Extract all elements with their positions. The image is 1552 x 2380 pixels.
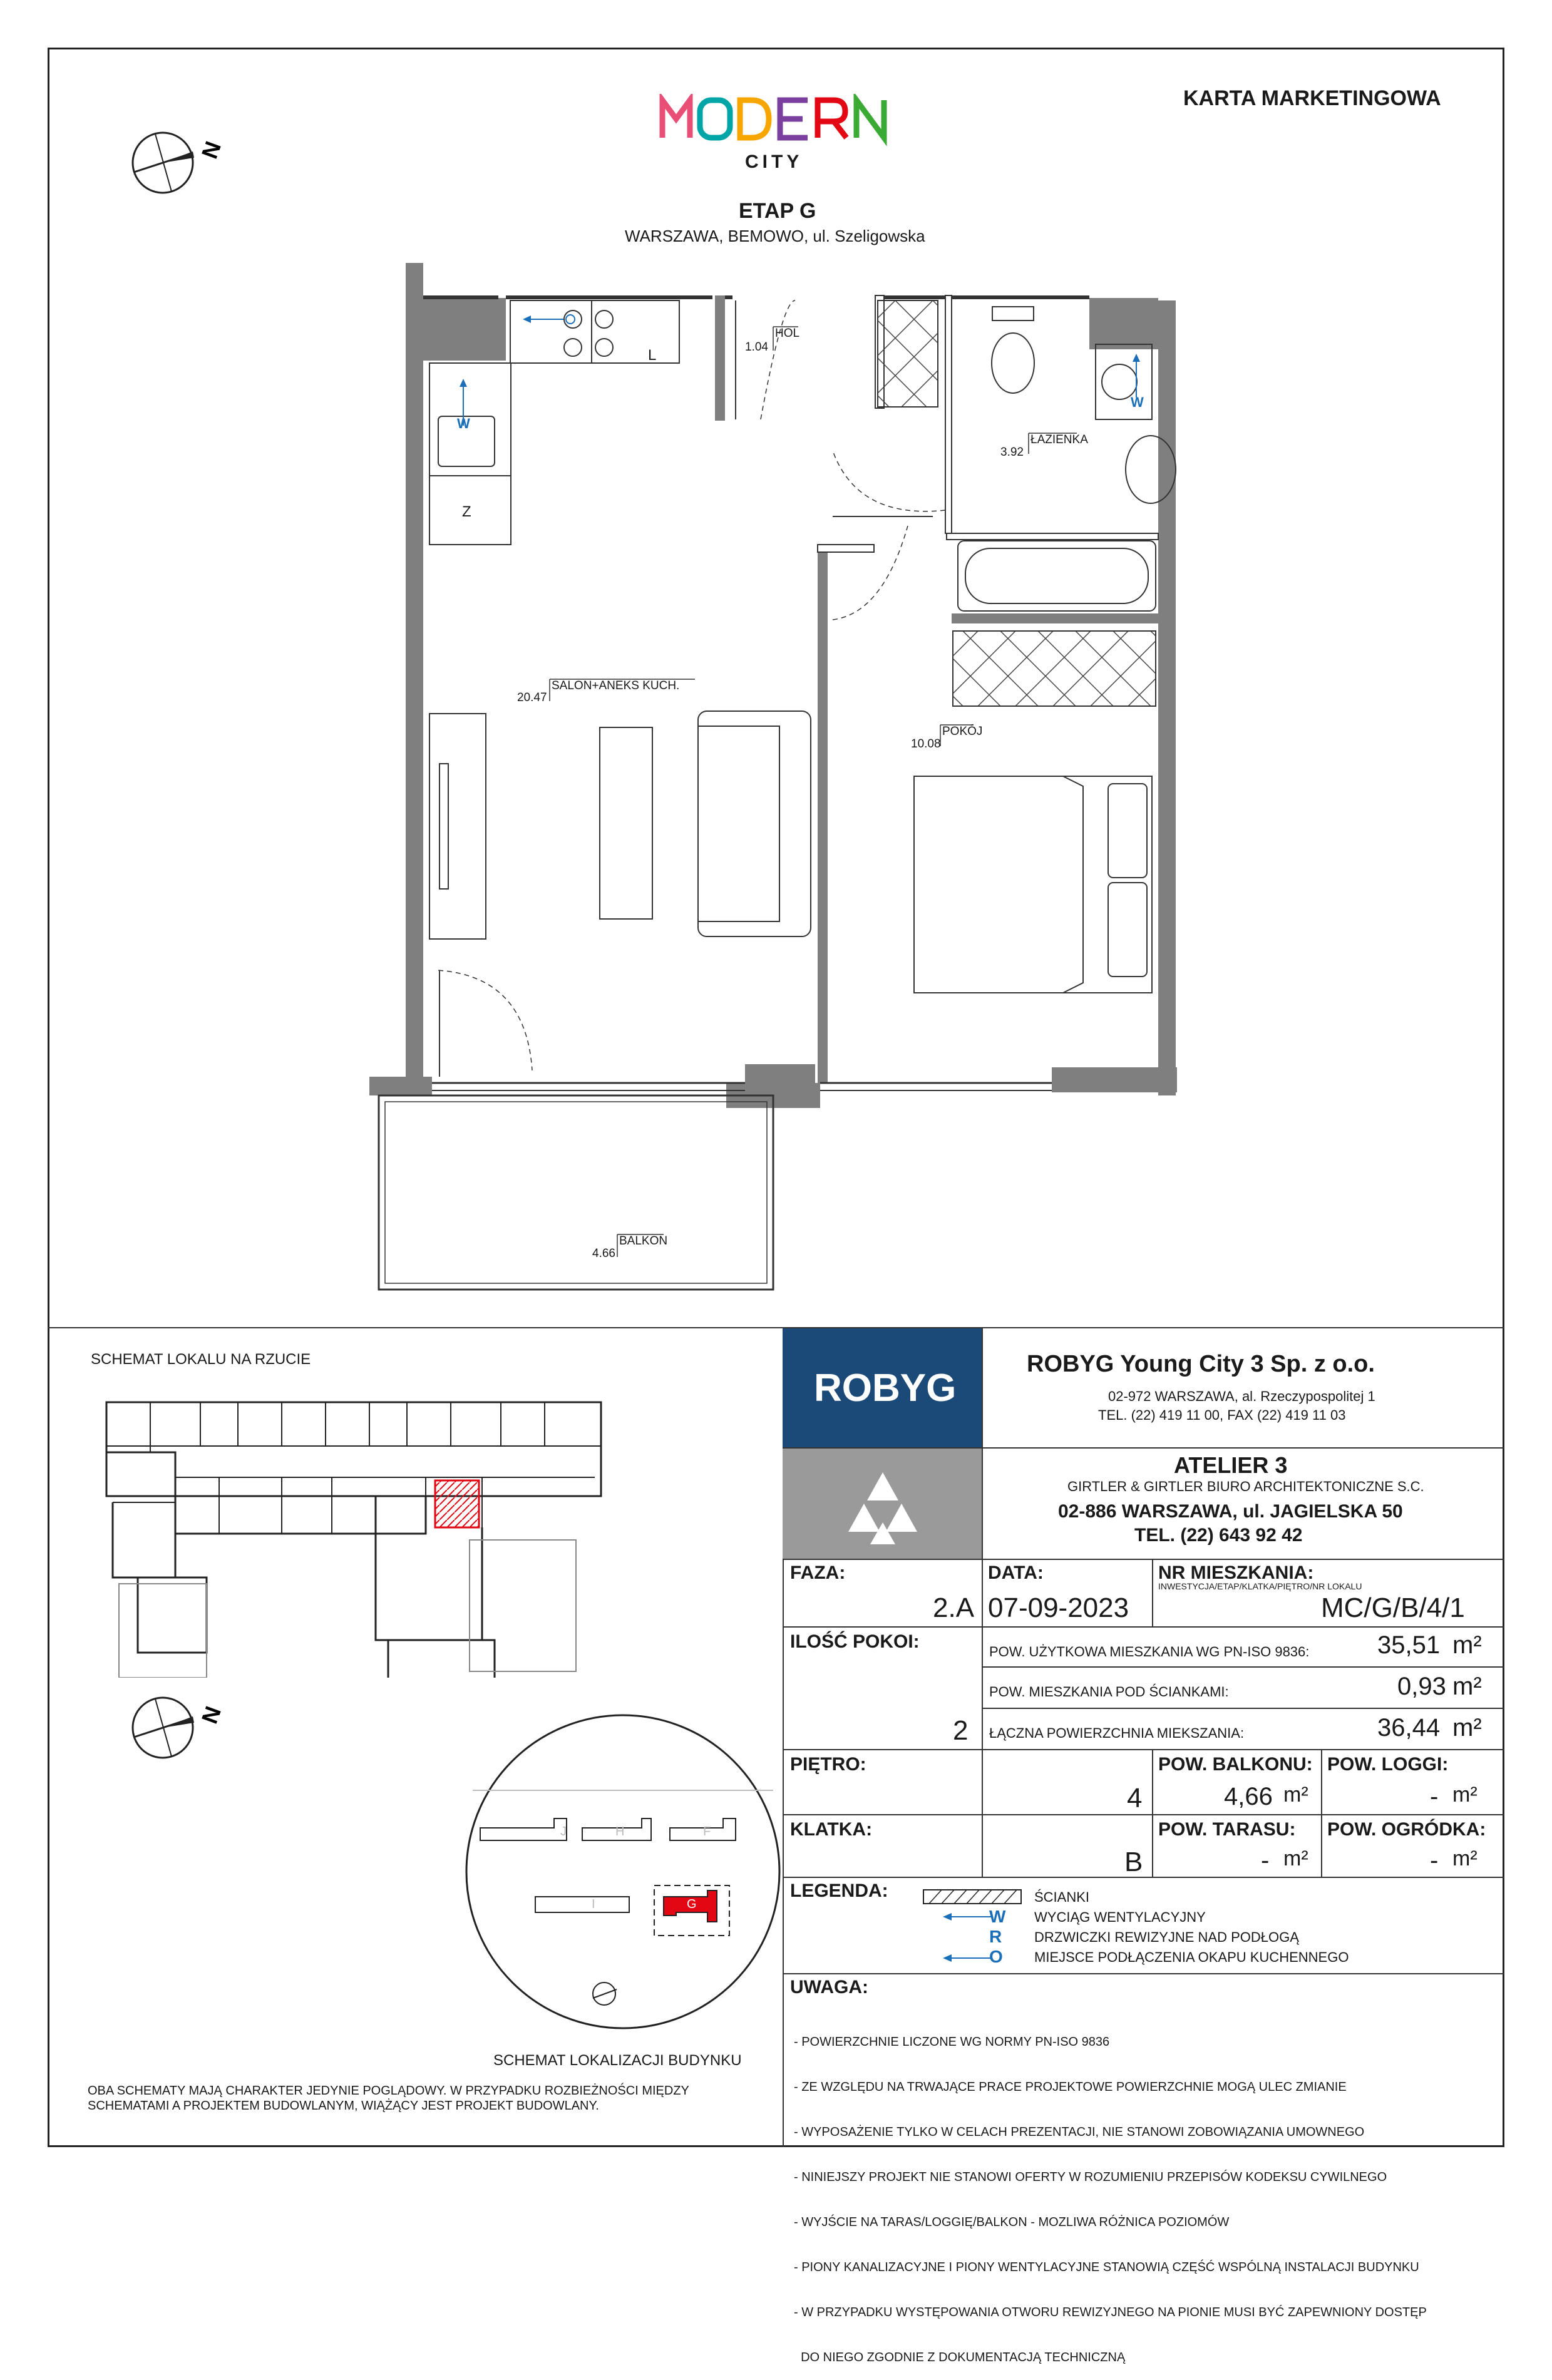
note-item: - PIONY KANALIZACYJNE I PIONY WENTYLACYJNE STANOWIĄ CZĘŚĆ WSPÓLNĄ INSTALACJI BUDYNKU — [794, 2260, 1419, 2274]
loggia-label: POW. LOGGI: — [1327, 1754, 1449, 1775]
apt-no-value: MC/G/B/4/1 — [1321, 1593, 1465, 1623]
note-item: - POWIERZCHNIE LICZONE WG NORMY PN-ISO 9836 — [794, 2035, 1110, 2049]
room-name-balkon: BALKON — [619, 1234, 668, 1248]
legend-walls-text: ŚCIANKI — [1034, 1889, 1090, 1905]
address: WARSZAWA, BEMOWO, ul. Szeligowska — [625, 227, 925, 245]
legend-o-symbol: O — [989, 1947, 1003, 1966]
legend-w-text: WYCIĄG WENTYLACYJNY — [1034, 1909, 1206, 1925]
garden-value: - — [1430, 1847, 1439, 1874]
svg-text:N: N — [196, 1703, 227, 1727]
staircase-value: B — [1124, 1847, 1143, 1877]
architect-address: 02-886 WARSZAWA, ul. JAGIELSKA 50 — [1058, 1501, 1403, 1522]
room-area-hol: 1.04 — [745, 341, 768, 354]
z-mark: Z — [462, 503, 471, 520]
robyg-brand: ROBYG — [814, 1367, 957, 1410]
terrace-label: POW. TARASU: — [1158, 1819, 1296, 1840]
area-total-unit: m² — [1452, 1714, 1482, 1741]
area-walls-value: 0,93 — [1397, 1673, 1446, 1700]
building-schema-title: SCHEMAT LOKALIZACJI BUDYNKU — [493, 2052, 742, 2069]
phase-label: FAZA: — [790, 1562, 846, 1583]
architect-sub: GIRTLER & GIRTLER BIURO ARCHITEKTONICZNE S.C. — [1067, 1479, 1424, 1494]
note-item: - NINIEJSZY PROJEKT NIE STANOWI OFERTY W ROZUMIENIU PRZEPISÓW KODEKSU CYWILNEGO — [794, 2170, 1387, 2184]
svg-text:J: J — [560, 1825, 567, 1839]
fridge-mark: L — [648, 347, 657, 364]
svg-text:H: H — [615, 1825, 625, 1839]
notes-title: UWAGA: — [790, 1977, 868, 1998]
logo-city: CITY — [745, 151, 803, 172]
room-area-salon: 20.47 — [517, 691, 547, 704]
phase-value: 2.A — [933, 1593, 975, 1623]
robyg-logo — [783, 1328, 982, 1447]
note-item: DO NIEGO ZGODNIE Z DOKUMENTACJĄ TECHNICZNĄ — [794, 2351, 1126, 2364]
company-name: ROBYG Young City 3 Sp. z o.o. — [1027, 1351, 1375, 1377]
terrace-value: - — [1261, 1847, 1270, 1874]
staircase-label: KLATKA: — [790, 1819, 873, 1840]
loggia-value: - — [1430, 1783, 1439, 1810]
legend-o-text: MIEJSCE PODŁĄCZENIA OKAPU KUCHENNEGO — [1034, 1949, 1349, 1965]
room-area-balkon: 4.66 — [592, 1247, 615, 1260]
area-usable-unit: m² — [1452, 1631, 1482, 1659]
north-arrow-icon — [119, 125, 244, 200]
note-item: - WYJŚCIE NA TARAS/LOGGIĘ/BALKON - MOZLIWA RÓŻNICA POZIOMÓW — [794, 2215, 1230, 2229]
separator — [48, 1327, 1504, 1328]
marketing-title: KARTA MARKETINGOWA — [1183, 86, 1441, 110]
area-usable-label: POW. UŻYTKOWA MIESZKANIA WG PN-ISO 9836: — [989, 1644, 1310, 1659]
atelier-logo — [783, 1447, 982, 1559]
balcony-unit: m² — [1283, 1783, 1308, 1807]
walls-hatch-icon — [923, 1889, 1022, 1904]
room-area-lazienka: 3.92 — [1000, 446, 1024, 459]
stage-title: ETAP G — [739, 199, 816, 223]
bath-w-mark: W — [1131, 394, 1144, 410]
schema-disclaimer: OBA SCHEMATY MAJĄ CHARAKTER JEDYNIE POGLĄDOWY. W PRZYPADKU ROZBIEŻNOŚCI MIĘDZY SCHEMATAMI A PROJEKTEM BUDOWLANYM, WIĄŻĄCY JEST PROJEKT BUDOWLANY. — [88, 2084, 689, 2113]
room-name-lazienka: ŁAZIENKA — [1030, 433, 1088, 446]
svg-text:I: I — [592, 1897, 595, 1911]
legend-title: LEGENDA: — [790, 1880, 888, 1901]
svg-text:N: N — [196, 138, 227, 162]
svg-text:G: G — [687, 1897, 697, 1911]
apt-no-sub: INWESTYCJA/ETAP/KLATKA/PIĘTRO/NR LOKALU — [1158, 1581, 1362, 1591]
legend-r-text: DRZWICZKI REWIZYJNE NAD PODŁOGĄ — [1034, 1929, 1299, 1945]
floor-plan — [369, 263, 1196, 1296]
wash-mark: W — [457, 416, 470, 431]
floor-label: PIĘTRO: — [790, 1754, 866, 1775]
balcony-label: POW. BALKONU: — [1158, 1754, 1313, 1775]
area-usable-value: 35,51 — [1377, 1631, 1441, 1659]
garden-unit: m² — [1452, 1847, 1477, 1870]
area-total-label: ŁĄCZNA POWIERZCHNIA MIEKSZANIA: — [989, 1725, 1245, 1741]
legend-r-symbol: R — [989, 1927, 1002, 1946]
svg-text:F: F — [703, 1825, 711, 1839]
room-name-pokoj: POKÓJ — [942, 725, 983, 738]
modern-city-logo — [657, 94, 908, 175]
area-total-value: 36,44 — [1377, 1714, 1441, 1741]
room-name-salon: SALON+ANEKS KUCH. — [552, 679, 680, 692]
room-name-hol: HOL — [775, 327, 800, 340]
north-arrow-small-icon — [119, 1690, 244, 1765]
floor-value: 4 — [1127, 1783, 1143, 1813]
note-item: - WYPOSAŻENIE TYLKO W CELACH PREZENTACJI, NIE STANOWI ZOBOWIĄZANIA UMOWNEGO — [794, 2125, 1365, 2139]
arrow-o-icon — [942, 1952, 992, 1964]
date-label: DATA: — [988, 1562, 1044, 1583]
loggia-unit: m² — [1452, 1783, 1477, 1807]
legend-w-symbol: W — [989, 1907, 1006, 1926]
room-area-pokoj: 10.08 — [911, 737, 941, 751]
garden-label: POW. OGRÓDKA: — [1327, 1819, 1486, 1840]
rooms-label: ILOŚĆ POKOI: — [790, 1631, 920, 1652]
rooms-value: 2 — [953, 1715, 969, 1746]
note-item: - ZE WZGLĘDU NA TRWAJĄCE PRACE PROJEKTOWE POWIERZCHNIE MOGĄ ULEC ZMIANIE — [794, 2080, 1347, 2094]
area-walls-unit: m² — [1452, 1673, 1482, 1700]
note-item: - W PRZYPADKU WYSTĘPOWANIA OTWORU REWIZYJNEGO NA PIONIE MUSI BYĆ ZAPEWNIONY DOSTĘP — [794, 2306, 1427, 2319]
arrow-w-icon — [942, 1911, 992, 1923]
notes-list — [794, 2004, 1495, 2380]
architect-phone: TEL. (22) 643 92 42 — [1134, 1525, 1303, 1546]
date-value: 07-09-2023 — [988, 1593, 1129, 1623]
company-phone: TEL. (22) 419 11 00, FAX (22) 419 11 03 — [1098, 1407, 1346, 1423]
building-schema — [460, 1709, 786, 2034]
company-address: 02-972 WARSZAWA, al. Rzeczypospolitej 1 — [1108, 1388, 1375, 1404]
architect-name: ATELIER 3 — [1174, 1452, 1288, 1478]
balcony-value: 4,66 — [1224, 1783, 1273, 1810]
apt-no-label: NR MIESZKANIA: — [1158, 1562, 1314, 1583]
terrace-unit: m² — [1283, 1847, 1308, 1870]
area-walls-label: POW. MIESZKANIA POD ŚCIANKAMI: — [989, 1684, 1229, 1700]
floor-schema — [94, 1377, 607, 1678]
floor-schema-title: SCHEMAT LOKALU NA RZUCIE — [91, 1351, 311, 1368]
